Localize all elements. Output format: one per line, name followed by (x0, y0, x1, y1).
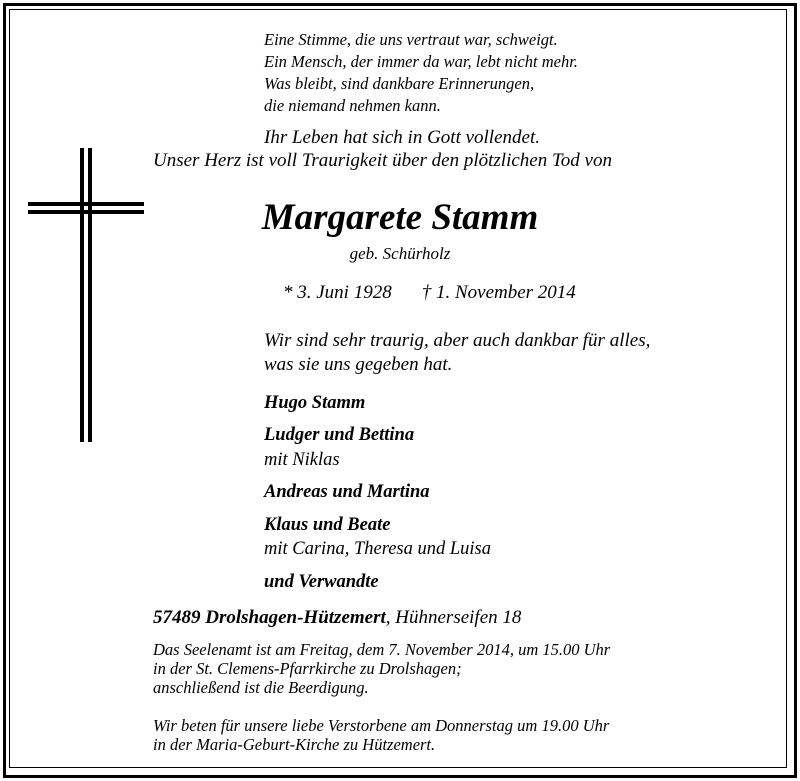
prayer-info (153, 716, 609, 754)
prayer-line: Wir beten für unsere liebe Verstorbene am Donnerstag um 19.00 Uhr (153, 716, 610, 735)
poem-line: die niemand nehmen kann. (264, 96, 441, 115)
poem-line: Was bleibt, sind dankbare Erinnerungen, (264, 74, 535, 93)
intro-line-1: Ihr Leben hat sich in Gott vollendet. (264, 127, 540, 148)
life-dates (283, 282, 576, 304)
thanks-line: was sie uns gegeben hat. (264, 354, 453, 375)
service-line: Das Seelenamt ist am Freitag, dem 7. November 2014, um 15.00 Uhr (153, 640, 611, 659)
family-member-sub: mit Carina, Theresa und Luisa (264, 539, 491, 559)
thanks-line: Wir sind sehr traurig, aber auch dankbar für alles, (264, 330, 651, 351)
prayer-line: in der Maria-Geburt-Kirche zu Hützemert. (153, 735, 436, 754)
family-member: Hugo Stamm (264, 393, 366, 413)
family-member-sub: mit Niklas (264, 450, 340, 470)
service-line: anschließend ist die Beerdigung. (153, 678, 369, 697)
cross-icon (28, 148, 144, 442)
deceased-name: Margarete Stamm (261, 197, 539, 238)
address-street: , Hühnerseifen 18 (385, 607, 522, 628)
maiden-name: geb. Schürholz (349, 244, 451, 263)
address-place: 57489 Drolshagen-Hützemert (153, 607, 386, 628)
death-date: † 1. November 2014 (421, 282, 576, 303)
family-member: Andreas und Martina (264, 482, 430, 502)
intro-line-2: Unser Herz ist voll Traurigkeit über den plötzlichen Tod von (153, 150, 612, 171)
poem (264, 29, 578, 117)
birth-date: * 3. Juni 1928 (283, 282, 392, 303)
poem-line: Ein Mensch, der immer da war, lebt nicht mehr. (264, 52, 578, 71)
family-member: und Verwandte (264, 572, 379, 592)
thanks-text (264, 329, 650, 377)
service-line: in der St. Clemens-Pfarrkirche zu Drolshagen; (153, 659, 462, 678)
address (153, 607, 521, 629)
family-member: Ludger und Bettina (264, 425, 415, 445)
service-info (153, 640, 610, 697)
poem-line: Eine Stimme, die uns vertraut war, schweigt. (264, 30, 558, 49)
family-member: Klaus und Beate (264, 515, 391, 535)
